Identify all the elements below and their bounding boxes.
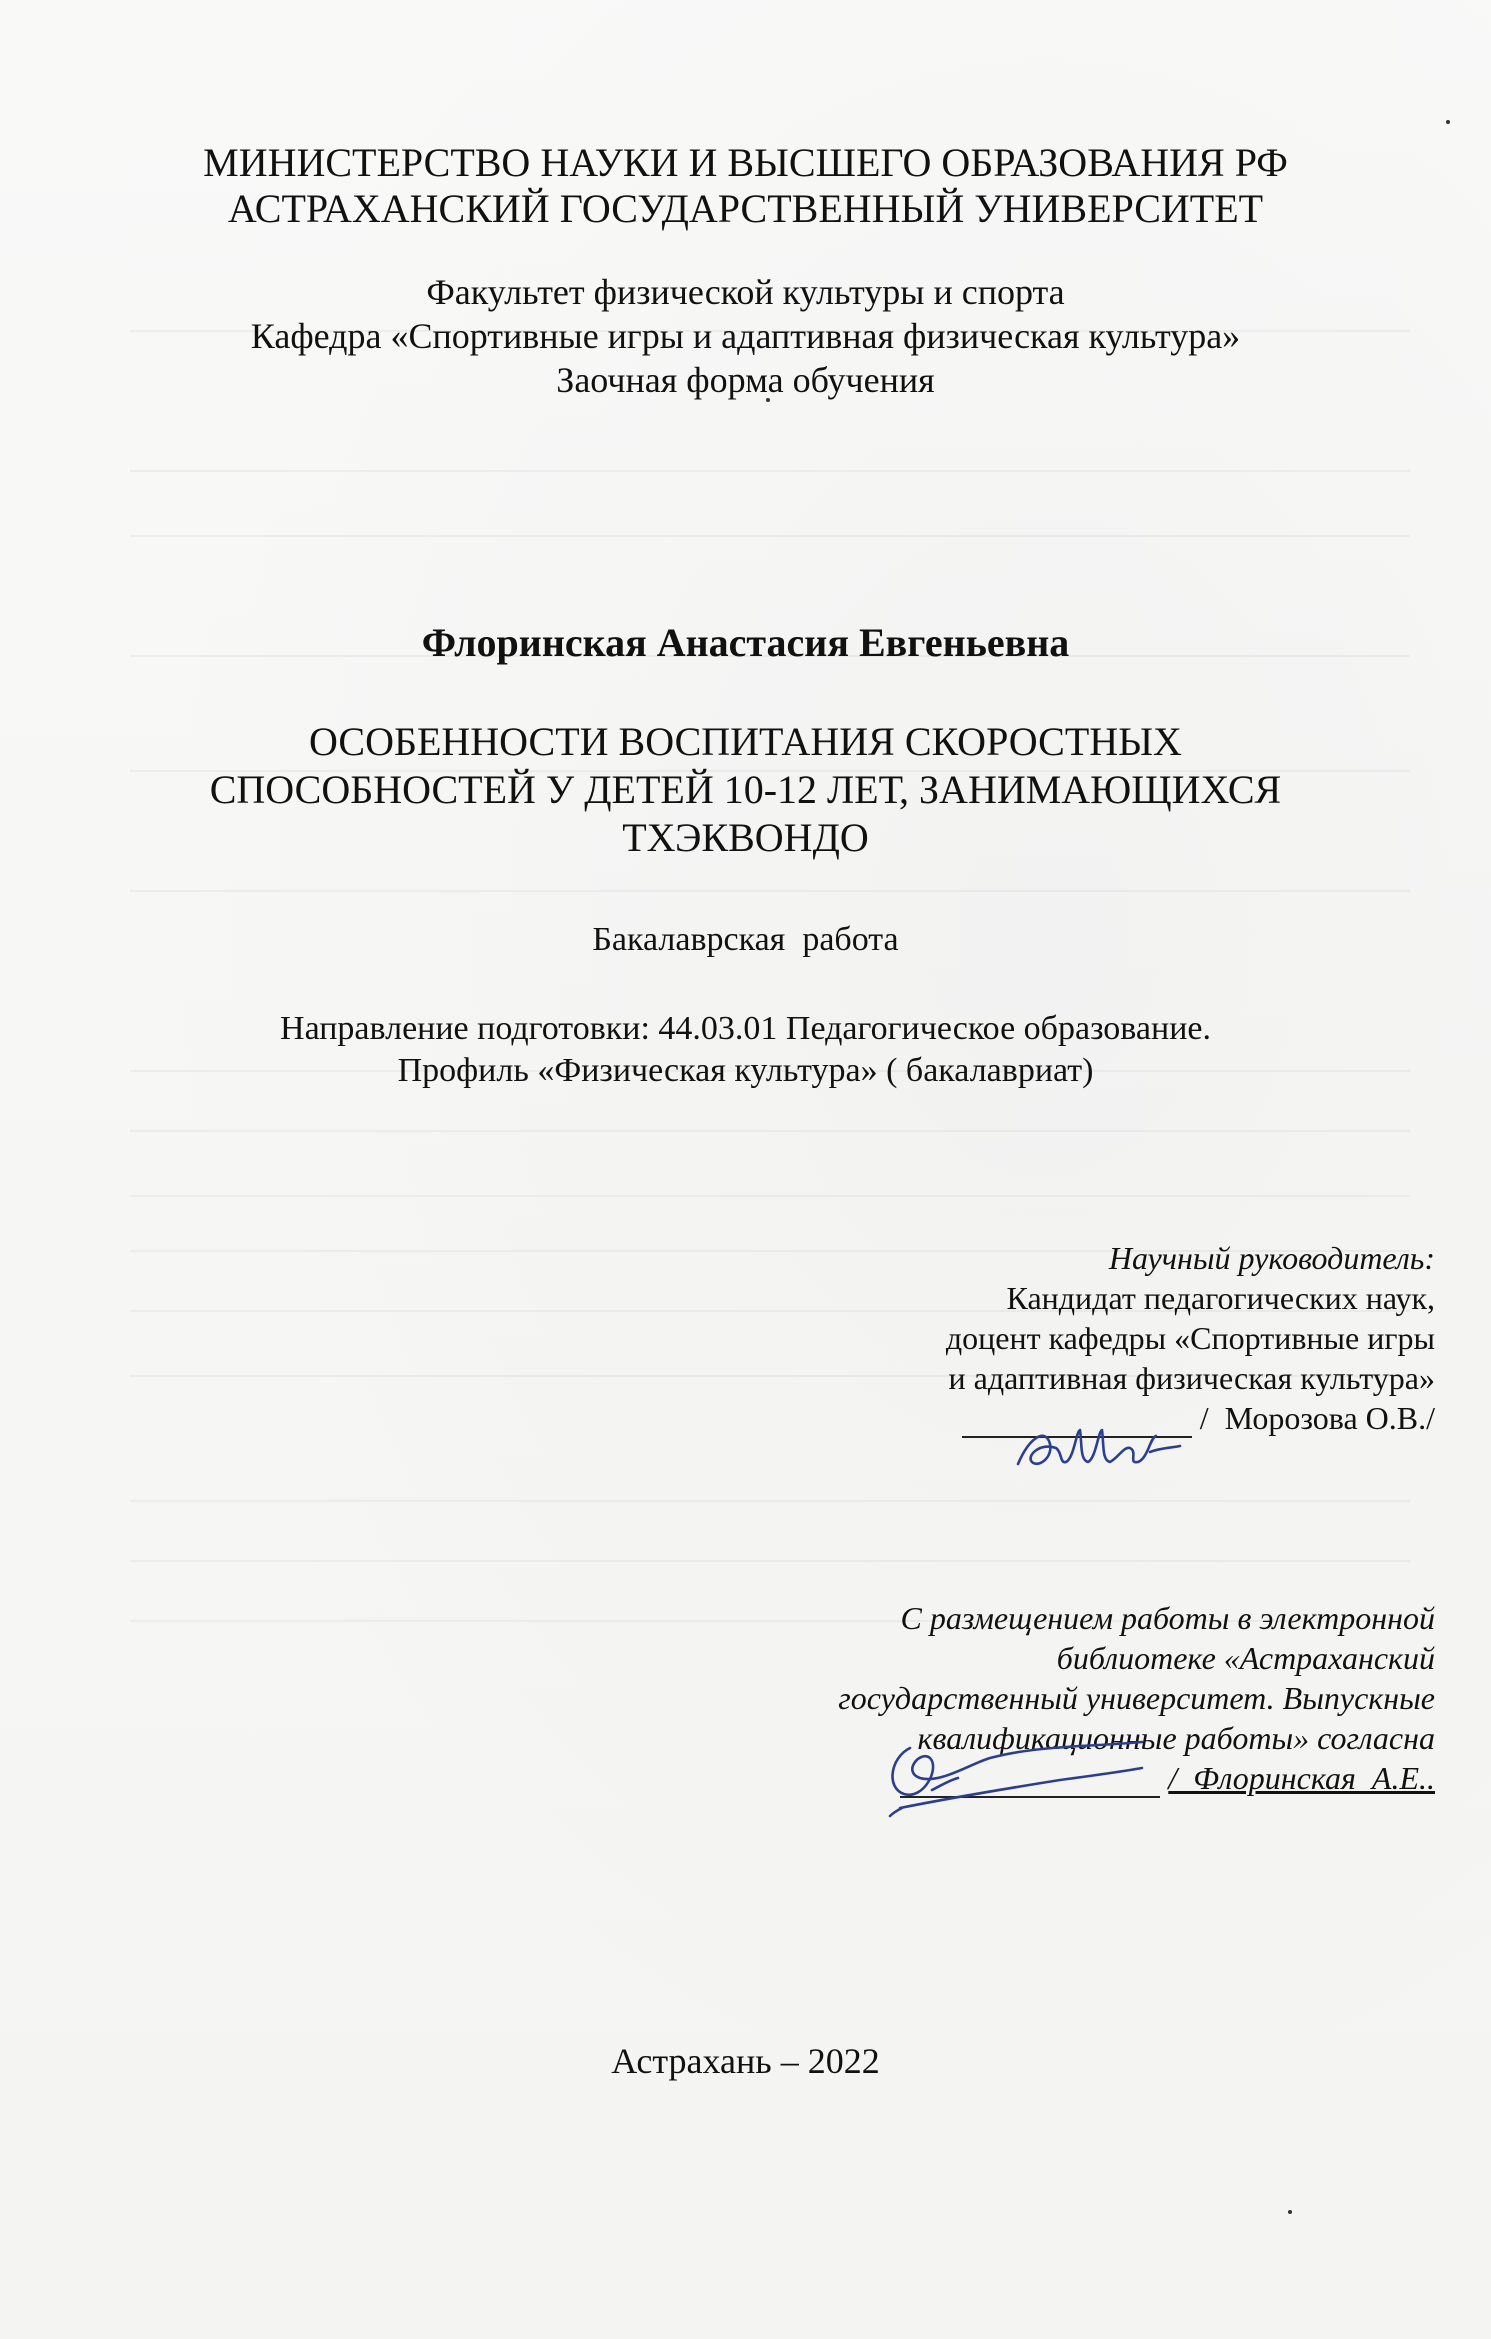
library-consent-block xyxy=(838,1598,1435,1798)
bleed-through-line xyxy=(130,1195,1410,1197)
bleed-through-line xyxy=(130,1500,1410,1502)
signature-line xyxy=(962,1406,1192,1438)
supervisor-department: и адаптивная физическая культура» xyxy=(948,1360,1435,1396)
supervisor-signature-name: / Морозова О.В./ xyxy=(1199,1400,1435,1436)
bleed-through-line xyxy=(130,1130,1410,1132)
supervisor-block xyxy=(946,1238,1435,1438)
faculty-name: Факультет физической культуры и спорта xyxy=(426,272,1065,312)
consent-line: квалификационные работы» согласна xyxy=(917,1720,1435,1756)
supervisor-degree: Кандидат педагогических наук, xyxy=(1006,1280,1435,1316)
thesis-title-line: ТХЭКВОНДО xyxy=(622,815,869,860)
work-type: Бакалаврская работа xyxy=(592,921,899,958)
author-name: Флоринская Анастасия Евгеньевна xyxy=(421,620,1070,665)
supervisor-heading: Научный руководитель: xyxy=(1108,1240,1435,1276)
consent-signature-name: / Флоринская А.Е.. xyxy=(1168,1760,1435,1796)
profile-line: Профиль «Физическая культура» ( бакалавриат) xyxy=(397,1052,1094,1089)
study-direction xyxy=(0,1008,1491,1092)
thesis-title xyxy=(0,718,1491,862)
city-year: Астрахань – 2022 xyxy=(611,2041,880,2081)
consent-line: библиотеке «Астраханский xyxy=(1056,1640,1435,1676)
direction-line: Направление подготовки: 44.03.01 Педагогическое образование. xyxy=(280,1010,1211,1047)
supervisor-position: доцент кафедры «Спортивные игры xyxy=(945,1320,1435,1356)
department-name: Кафедра «Спортивные игры и адаптивная физическая культура» xyxy=(250,316,1241,356)
ministry-name: МИНИСТЕРСТВО НАУКИ И ВЫСШЕГО ОБРАЗОВАНИЯ РФ xyxy=(203,140,1288,185)
bleed-through-line xyxy=(130,890,1410,892)
bleed-through-line xyxy=(130,1560,1410,1562)
bleed-through-line xyxy=(130,470,1410,472)
bleed-through-line xyxy=(130,535,1410,537)
scan-speck xyxy=(1446,120,1450,124)
supervisor-signature-row xyxy=(946,1398,1435,1438)
thesis-title-line: ОСОБЕННОСТИ ВОСПИТАНИЯ СКОРОСТНЫХ xyxy=(309,719,1182,764)
unit-block xyxy=(0,270,1491,402)
study-form: Заочная форма обучения xyxy=(556,360,935,400)
consent-line: С размещением работы в электронной xyxy=(900,1600,1435,1636)
consent-line: государственный университет. Выпускные xyxy=(838,1680,1435,1716)
thesis-title-line: СПОСОБНОСТЕЙ У ДЕТЕЙ 10-12 ЛЕТ, ЗАНИМАЮЩИХСЯ xyxy=(209,767,1282,812)
institution-header xyxy=(0,140,1491,232)
consent-signature-row xyxy=(838,1758,1435,1798)
university-name: АСТРАХАНСКИЙ ГОСУДАРСТВЕННЫЙ УНИВЕРСИТЕТ xyxy=(227,186,1264,231)
signature-line xyxy=(900,1766,1160,1798)
scan-speck xyxy=(1288,2210,1292,2214)
